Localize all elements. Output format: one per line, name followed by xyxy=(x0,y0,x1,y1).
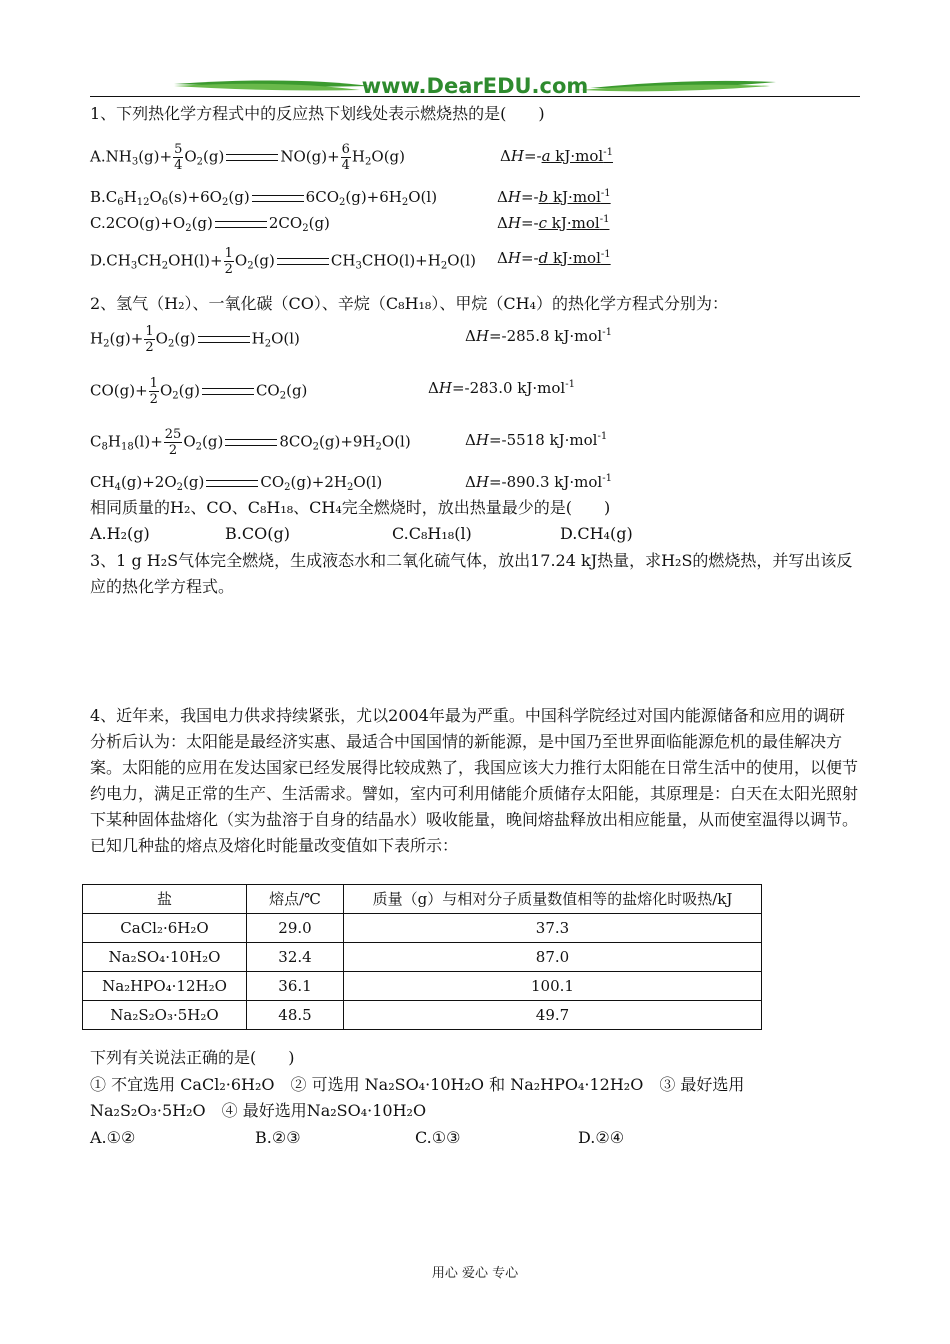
table-row xyxy=(83,943,762,972)
q2-option-d: D.CH₄(g) xyxy=(560,524,633,543)
table-cell: 36.1 xyxy=(247,972,344,1001)
header-logo xyxy=(170,74,780,98)
logo-text: www.DearEDU.com xyxy=(361,74,589,98)
q1-dh-d: ΔH=-d kJ·mol$^{-1}$ xyxy=(497,249,611,267)
table-cell: 100.1 xyxy=(344,972,762,1001)
q1-dh-b: ΔH=-b kJ·mol$^{-1}$ xyxy=(497,188,611,206)
q2-dh-co: ΔH=-283.0 kJ·mol$^{-1}$ xyxy=(428,379,575,397)
q1-option-c: $C.2CO(g)+O_2(g)$ $2CO_2(g)$ xyxy=(90,214,330,234)
table-row xyxy=(83,972,762,1001)
q2-eq-co: CO(g)+ $\frac{1}{2}$ $O_2(g)$ $CO_2(g)$ xyxy=(90,376,308,407)
q4-question: 下列有关说法正确的是( ) xyxy=(90,1048,295,1067)
q4-statements: ① 不宜选用 CaCl₂·6H₂O ② 可选用 Na₂SO₄·10H₂O 和 Na₂HPO₄·12H₂O ③ 最好选用 Na₂S₂O₃·5H₂O ④ 最好选用Na₂SO₄·10H₂O xyxy=(90,1075,745,1120)
table-header: 盐 xyxy=(83,885,247,914)
table-cell: 87.0 xyxy=(344,943,762,972)
q4-option-d: D.②④ xyxy=(578,1128,625,1147)
table-cell: Na₂S₂O₃·5H₂O xyxy=(83,1001,247,1030)
table-header: 熔点/℃ xyxy=(247,885,344,914)
q2-dh-methane: ΔH=-890.3 kJ·mol$^{-1}$ xyxy=(465,473,612,491)
q1-option-b: $B.C_6H_{12}O_6(s)+6O_2(g)$ $6CO_2(g)+6H_2O(l)$ xyxy=(90,188,438,208)
table-cell: 29.0 xyxy=(247,914,344,943)
q1-option-d: $D.CH_3CH_2OH(l)+$ $\frac{1}{2}$ $O_2(g)$ $CH_3CHO(l)+H_2O(l)$ xyxy=(90,246,477,277)
q1-stem: 1、下列热化学方程式中的反应热下划线处表示燃烧热的是( ) xyxy=(90,104,545,123)
q1-dh-c: ΔH=-c kJ·mol$^{-1}$ xyxy=(497,214,610,232)
q2-option-b: B.CO(g) xyxy=(225,524,290,543)
header-rule xyxy=(90,96,860,97)
q2-stem: 2、氢气（H₂）、一氧化碳（CO）、辛烷（C₈H₁₈）、甲烷（CH₄）的热化学方程式分别为： xyxy=(90,294,728,313)
table-header-row xyxy=(83,885,762,914)
q2-option-c: C.C₈H₁₈(l) xyxy=(392,524,472,543)
table-cell: 32.4 xyxy=(247,943,344,972)
q2-eq-methane: $CH_4(g)+2O_2(g)$ $CO_2(g)+2H_2O(l)$ xyxy=(90,473,383,493)
q1-option-a: $A.NH_3(g)+$ $\frac{5}{4}$ $O_2(g)$ NO(g)+ $\frac{6}{4}$ $H_2O(g)$ xyxy=(90,142,405,173)
q2-dh-octane: ΔH=-5518 kJ·mol$^{-1}$ xyxy=(465,431,608,449)
table-cell: 37.3 xyxy=(344,914,762,943)
q4-option-c: C.①③ xyxy=(415,1128,461,1147)
q2-question: 相同质量的H₂、CO、C₈H₁₈、CH₄完全燃烧时，放出热量最少的是( ) xyxy=(90,498,611,517)
salt-table xyxy=(82,884,762,1030)
table-header: 质量（g）与相对分子质量数值相等的盐熔化时吸热/kJ xyxy=(344,885,762,914)
table-row xyxy=(83,1001,762,1030)
q2-dh-h2: ΔH=-285.8 kJ·mol$^{-1}$ xyxy=(465,327,612,345)
table-row xyxy=(83,914,762,943)
q2-eq-octane: $C_8H_{18}(l)+$ $\frac{25}{2}$ $O_2(g)$ $8CO_2(g)+9H_2O(l)$ xyxy=(90,427,411,458)
table-cell: 48.5 xyxy=(247,1001,344,1030)
page-footer: 用心 爱心 专心 xyxy=(431,1266,519,1281)
q4-option-b: B.②③ xyxy=(255,1128,301,1147)
q2-eq-h2: $H_2(g)+$ $\frac{1}{2}$ $O_2(g)$ $H_2O(l)$ xyxy=(90,324,300,355)
q1-dh-a: ΔH=-a kJ·mol$^{-1}$ xyxy=(500,147,613,165)
table-cell: Na₂HPO₄·12H₂O xyxy=(83,972,247,1001)
table-cell: 49.7 xyxy=(344,1001,762,1030)
table-cell: CaCl₂·6H₂O xyxy=(83,914,247,943)
q2-option-a: A.H₂(g) xyxy=(90,524,150,543)
q4-text: 4、近年来，我国电力供求持续紧张，尤以2004年最为严重。中国科学院经过对国内能源储备和应用的调研分析后认为：太阳能是最经济实惠、最适合中国国情的新能源，是中国乃至世界面临能源危机的最佳解决方案。太阳能的应用在发达国家已经发展得比较成熟了，我国应该大力推行太阳能在日常生活中的使用，以便节约电力，满足正常的生产、生活需求。譬如，室内可利用储能介质储存太阳能，其原理是：白天在太阳光照射下某种固体盐熔化（实为盐溶于自身的结晶水）吸收能量，晚间熔盐释放出相应能量，从而使室温得以调节。已知几种盐的熔点及熔化时能量改变值如下表所示： xyxy=(90,706,859,855)
q4-option-a: A.①② xyxy=(90,1128,136,1147)
table-cell: Na₂SO₄·10H₂O xyxy=(83,943,247,972)
q3-text: 3、1 g H₂S气体完全燃烧，生成液态水和二氧化硫气体，放出17.24 kJ热量，求H₂S的燃烧热，并写出该反应的热化学方程式。 xyxy=(90,551,853,596)
